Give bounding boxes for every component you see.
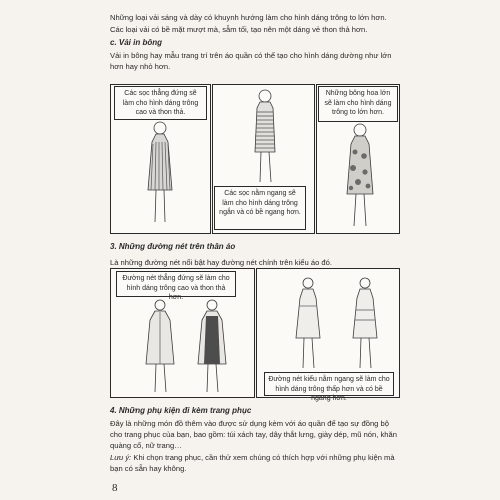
note-label: Lưu ý: [110, 453, 132, 462]
section-4-heading: 4. Những phụ kiện đi kèm trang phục [110, 406, 252, 415]
striped-horizontal-dress-figure [245, 88, 285, 188]
vertical-line-dress-figure-2 [192, 298, 232, 396]
figure2-caption-top: Đường nét thẳng đứng sẽ làm cho hình dáng trông cao và thon thả hơn. [116, 271, 236, 297]
section-4-note [110, 452, 400, 474]
horizontal-line-dress-figure-2 [345, 276, 385, 372]
horizontal-line-dress-figure-1 [288, 276, 328, 372]
figure1-caption-right: Những bông hoa lớn sẽ làm cho hình dáng trông to lớn hơn. [318, 86, 398, 122]
section-3-text: Là những đường nét nổi bật hay đường nét chính trên kiểu áo đó. [110, 258, 332, 267]
floral-dress-figure [340, 122, 380, 230]
note-text: Khi chọn trang phục, cần thử xem chúng có thích hợp với những phụ kiện mà bạn có sẵn hay không. [110, 453, 395, 473]
vertical-line-dress-figure-1 [140, 298, 180, 396]
figure2-caption-bottom: Đường nét kiểu nằm ngang sẽ làm cho hình dáng trông thấp hơn và có bề ngang hơn. [264, 372, 394, 396]
section-3-heading: 3. Những đường nét trên thân áo [110, 242, 236, 251]
figure1-caption-middle: Các sọc nằm ngang sẽ làm cho hình dáng trông ngắn và có bề ngang hơn. [214, 186, 306, 230]
striped-vertical-dress-figure [140, 120, 180, 230]
section-c-heading: c. Vải in bông [110, 38, 163, 47]
section-c-text: Vải in bông hay mẫu trang trí trên áo quần có thể tạo cho hình dáng dường như lớn hơn hay nhỏ hơn. [110, 51, 392, 71]
intro-line-2: Các loại vải có bề mặt mượt mà, sẫm tối, tạo nên một dáng vẻ thon thả hơn. [110, 25, 368, 34]
figure1-caption-left: Các sọc thẳng đứng sẽ làm cho hình dáng trông cao và thon thả. [114, 86, 207, 120]
intro-line-1: Những loại vải sáng và dày có khuynh hướng làm cho hình dáng trông to lớn hơn. [110, 13, 387, 22]
section-4-text: Đây là những món đồ thêm vào được sử dụng kèm với áo quần để tạo sự đồng bộ cho trang phục của bạn, bao gồm: túi xách tay, dây thắt lưng, giày dép, mũ nón, khăn quàng cổ, nữ trang… [110, 419, 397, 450]
page-number: 8 [112, 482, 118, 494]
